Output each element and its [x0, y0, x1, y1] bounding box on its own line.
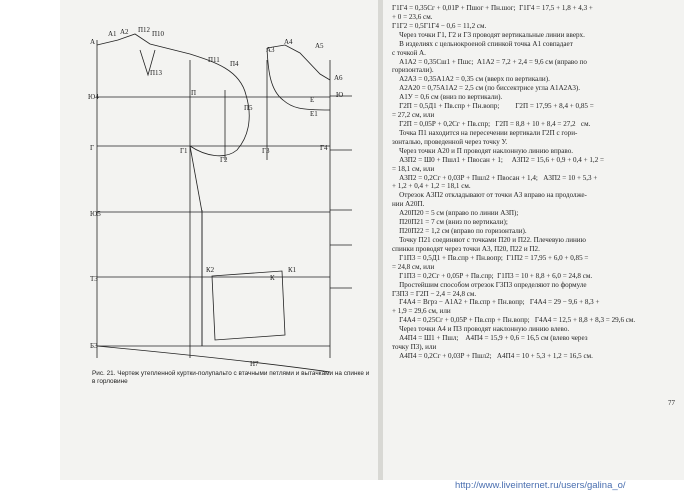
text-line: Г3П3 = Г2П − 2,4 = 24,8 см.	[392, 289, 477, 298]
text-line: + 0 = 23,6 см.	[392, 12, 433, 21]
text-line: Отрезок А3П2 откладывают от точки А3 вправо на продолже-	[392, 191, 587, 200]
figure-label: К1	[288, 266, 297, 274]
text-line: зонталью, проведенной через точку У.	[392, 137, 508, 146]
text-line: А20П20 = 5 см (вправо по линии А3П);	[392, 209, 519, 218]
text-line: Простейшим способом отрезок Г3П3 определяют по формуле	[392, 280, 587, 289]
figure-label: К	[270, 274, 275, 282]
figure-label: А	[90, 38, 96, 46]
figure-label: Г3	[262, 147, 270, 155]
figure-label: П4	[230, 60, 239, 68]
text-line: = 27,2 см, или	[392, 111, 435, 120]
figure-label: Г2	[220, 156, 228, 164]
text-line: точку П3), или	[392, 343, 437, 352]
figure-label: А6	[334, 74, 343, 82]
text-line: Г2П = 0,05Р + 0,2Сг + Пв.спр; Г2П = 8,8 + 10 + 8,4 = 27,2 см.	[392, 119, 591, 128]
source-url[interactable]: http://www.liveinternet.ru/users/galina_o/	[455, 480, 626, 491]
figure-label: К2	[206, 266, 215, 274]
text-line: Г1П3 = 0,5Д1 + Пв.спр + Пн.вопр; Г1П2 = 17,95 + 6,0 + 0,85 =	[392, 253, 589, 262]
text-line: Г4А4 = Вгрз − А1А2 + Пв.спр + Пн.вопр; Г4А4 = 29 − 9,6 + 8,3 +	[392, 298, 600, 307]
figure-label: Т3	[90, 275, 98, 283]
text-line: А3П2 = Ш0 + Пшл1 + Пвосан + 1; А3П2 = 15,6 + 0,9 + 0,4 + 1,2 =	[392, 155, 605, 164]
text-line: А4П4 = Ш1 + Пшл; А4П4 = 15,9 + 0,6 = 16,5 см (влево через	[392, 334, 588, 343]
text-line: = 24,8 см, или	[392, 262, 435, 271]
figure-label: А4	[284, 38, 293, 46]
text-line: горизонтали).	[392, 66, 434, 75]
figure-label: А2	[120, 28, 129, 36]
text-line: + 1,2 + 0,4 + 1,2 = 18,1 см.	[392, 182, 471, 191]
body-text	[392, 4, 677, 361]
text-line: Через точки А20 и П проводят наклонную линию вправо.	[392, 146, 574, 155]
text-line: с точкой А.	[392, 48, 426, 57]
book-gutter	[378, 0, 383, 480]
figure-label: П13	[150, 69, 163, 77]
text-line: Через точки А4 и П3 проводят наклонную линию влево.	[392, 325, 570, 334]
text-line: Через точки Г1, Г2 и Г3 проводят вертикальные линии вверх.	[392, 30, 585, 39]
figure-label: Ю4	[88, 93, 99, 101]
text-line: Г4А4 = 0,25Сг + 0,05Р + Пв.спр + Пн.вопр; Г4А4 = 12,5 + 8,8 + 8,3 = 29,6 см.	[392, 316, 636, 325]
text-line: Г1Г2 = 0,5Г1Г4 − 0,6 = 11,2 см.	[392, 21, 487, 30]
text-line: спинки проводят через точки А3, П20, П22 и П2.	[392, 244, 540, 253]
figure-label: Г4	[320, 144, 328, 152]
text-line: Точка П1 находится на пересечении вертикали Г2П с гори-	[392, 128, 578, 137]
figure-label: Б3	[90, 342, 98, 350]
text-line: А1А2 = 0,35Сш1 + Пшс; А1А2 = 7,2 + 2,4 = 9,6 см (вправо по	[392, 57, 587, 66]
text-line: А1У = 0,6 см (вниз по вертикали).	[392, 93, 503, 102]
page-number: 77	[668, 399, 675, 407]
figure-label: Е	[310, 96, 315, 104]
figure-label: Ю5	[90, 210, 101, 218]
text-line: Точку П21 соединяют с точками П20 и П22. Плечевую линию	[392, 235, 586, 244]
text-line: А2А3 = 0,35А1А2 = 0,35 см (вверх по вертикали).	[392, 75, 550, 84]
figure-label: Е1	[310, 110, 318, 118]
text-line: Г1Г4 = 0,35Сг + 0,01Р + Пшог + Пн.шог; Г1Г4 = 17,5 + 1,8 + 4,3 +	[392, 4, 593, 12]
text-line: П20П21 = 7 см (вниз по вертикали);	[392, 218, 508, 227]
text-line: = 18,1 см, или	[392, 164, 435, 173]
text-line: Г1П3 = 0,2Сг + 0,05Р + Пв.спр; Г1П3 = 10 + 8,8 + 6,0 = 24,8 см.	[392, 271, 593, 280]
figure-label: Н7	[250, 360, 259, 368]
text-line: В изделиях с цельнокроеной спинкой точка А1 совпадает	[392, 39, 573, 48]
text-line: + 1,9 = 29,6 см, или	[392, 307, 451, 316]
left-page	[60, 0, 380, 480]
text-line: А3П2 = 0,2Сг + 0,03Р + Пшл2 + Пвосан + 1,4; А3П2 = 10 + 5,3 +	[392, 173, 598, 182]
text-line: А2А20 = 0,75А1А2 = 2,5 см (по биссектрисе угла А1А2А3).	[392, 84, 581, 93]
figure-label: П5	[244, 104, 253, 112]
figure-label: П12	[138, 26, 151, 34]
figure-label: П11	[208, 56, 220, 64]
figure-label: Г	[90, 144, 95, 152]
figure-label: П	[191, 89, 197, 97]
text-line: А4П4 = 0,2Сг + 0,03Р + Пшл2; А4П4 = 10 + 5,3 + 1,2 = 16,5 см.	[392, 351, 593, 360]
figure-label: А5	[315, 42, 324, 50]
figure-label: Г1	[180, 147, 188, 155]
figure-caption: Рис. 21. Чертеж утепленной куртки-полупальто с втачными петлями и вытачками на спинке и в горловине	[92, 370, 370, 385]
figure-label: Ю	[336, 91, 344, 99]
figure-label: А1	[108, 30, 117, 38]
text-line: Г2П = 0,5Д1 + Пв.спр + Пн.вопр; Г2П = 17,95 + 8,4 + 0,85 =	[392, 102, 594, 111]
figure-label: П10	[152, 30, 165, 38]
figure-label: А3	[266, 46, 275, 54]
text-line: нии А20П.	[392, 200, 425, 209]
text-line: П20П22 = 1,2 см (вправо по горизонтали).	[392, 227, 527, 236]
